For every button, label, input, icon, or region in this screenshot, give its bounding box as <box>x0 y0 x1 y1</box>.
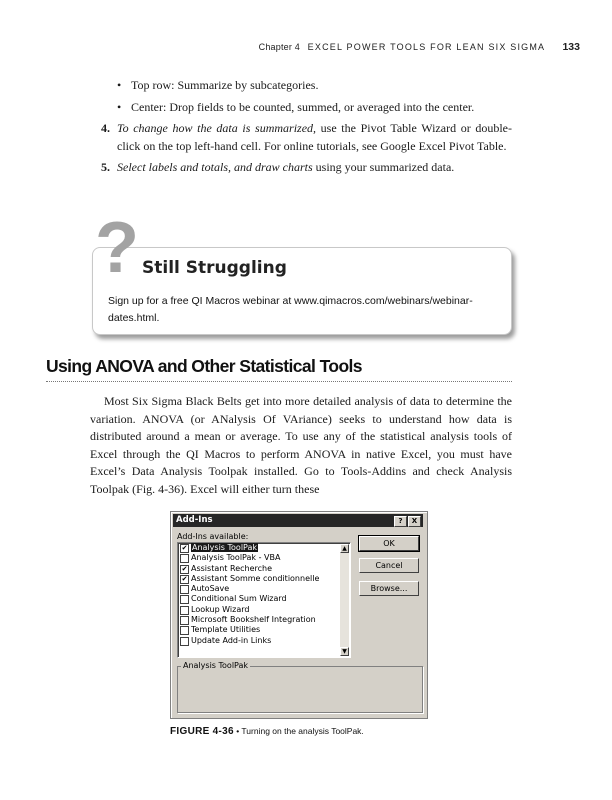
question-mark-icon: ? <box>95 208 139 288</box>
section-heading: Using ANOVA and Other Statistical Tools <box>46 356 512 382</box>
help-button[interactable]: ? <box>394 516 407 527</box>
add-in-item[interactable] <box>178 574 350 584</box>
chapter-title: EXCEL POWER TOOLS FOR LEAN SIX SIGMA <box>307 42 545 52</box>
close-button[interactable]: X <box>408 516 421 527</box>
step-number: 5. <box>101 160 110 174</box>
add-in-label: Microsoft Bookshelf Integration <box>191 615 316 625</box>
add-ins-listbox[interactable] <box>177 542 351 658</box>
add-in-checkbox[interactable] <box>180 637 189 646</box>
add-in-item[interactable] <box>178 636 350 646</box>
add-in-label: Template Utilities <box>191 625 261 635</box>
add-ins-dialog <box>170 511 428 719</box>
add-in-checkbox[interactable]: ✔ <box>181 564 188 573</box>
add-in-label: Lookup Wizard <box>191 604 250 614</box>
add-in-item[interactable] <box>178 553 350 563</box>
add-in-checkbox[interactable] <box>180 554 189 563</box>
running-header <box>0 41 580 53</box>
add-in-item[interactable] <box>178 543 350 553</box>
add-in-label: AutoSave <box>191 584 230 594</box>
browse-button[interactable]: Browse... <box>359 581 419 596</box>
scroll-down-icon[interactable]: ▼ <box>340 647 349 656</box>
add-in-item[interactable] <box>178 615 350 625</box>
dialog-titlebar <box>173 514 423 527</box>
scroll-up-icon[interactable]: ▲ <box>340 544 349 553</box>
step-emphasis: Select labels and totals, and draw charts <box>117 160 313 174</box>
add-in-item[interactable] <box>178 625 350 635</box>
add-in-label: Conditional Sum Wizard <box>191 594 287 604</box>
description-group <box>177 666 423 713</box>
add-in-checkbox[interactable] <box>180 606 189 615</box>
body-paragraph: Most Six Sigma Black Belts get into more detailed analysis of data to determine the variation. ANOVA (or ANalysis Of VAriance) seeks to understand how data is distributed around a mean or average. To use any of the statistical analysis tools of Excel through the QI Macros to perform ANOVA in native Excel, you must have Excel’s Data Analysis Toolpak installed. Go to Tools-Addins and check Analysis Toolpak (Fig. 4-36). Excel will either turn these <box>90 394 512 496</box>
step-text: using your summarized data. <box>312 160 455 174</box>
add-in-label: Update Add-in Links <box>191 635 272 645</box>
callout-title: Still Struggling <box>142 258 287 278</box>
step-item <box>101 120 512 155</box>
bullet-item: • Center: Drop fields to be counted, summed, or averaged into the center. <box>117 98 517 116</box>
add-in-item[interactable] <box>178 584 350 594</box>
listbox-scrollbar[interactable] <box>340 544 349 656</box>
numbered-steps <box>101 120 512 181</box>
dialog-title: Add-Ins <box>176 515 213 525</box>
bullet-item: • Top row: Summarize by subcategories. <box>117 76 517 94</box>
step-number: 4. <box>101 121 110 135</box>
figure-caption <box>170 726 364 737</box>
figure-caption-text: • Turning on the analysis ToolPak. <box>233 726 364 736</box>
cancel-button[interactable]: Cancel <box>359 558 419 573</box>
add-in-checkbox[interactable] <box>180 595 189 604</box>
add-in-checkbox[interactable]: ✔ <box>181 544 188 552</box>
chapter-label: Chapter 4 <box>258 42 300 52</box>
page-number: 133 <box>562 41 580 53</box>
add-in-item[interactable] <box>178 605 350 615</box>
add-in-label: Assistant Recherche <box>191 563 273 573</box>
add-ins-available-label: Add-Ins available: <box>177 532 249 541</box>
step-text: use the Pivot Table Wizard or double-click on the top left-hand cell. For online tutorials, see Google Excel Pivot Table. <box>117 121 512 153</box>
add-in-label: Analysis ToolPak <box>192 543 258 552</box>
add-in-item[interactable] <box>178 564 350 574</box>
description-group-label: Analysis ToolPak <box>183 661 249 670</box>
add-in-label: Assistant Somme conditionnelle <box>191 573 320 583</box>
ok-button[interactable]: OK <box>359 536 419 551</box>
figure-label: FIGURE 4-36 <box>170 726 234 737</box>
add-in-checkbox[interactable] <box>180 616 189 625</box>
add-in-label: Analysis ToolPak - VBA <box>191 553 281 563</box>
add-in-checkbox[interactable]: ✔ <box>181 574 188 583</box>
add-in-checkbox[interactable] <box>180 626 189 635</box>
add-in-checkbox[interactable] <box>180 585 189 594</box>
step-item <box>101 159 512 177</box>
callout-text: Sign up for a free QI Macros webinar at www.qimacros.com/webinars/webinar-dates.html. <box>108 295 473 324</box>
add-in-item[interactable] <box>178 594 350 604</box>
bullet-list <box>117 76 517 120</box>
step-emphasis: To change how the data is summarized, <box>117 121 317 135</box>
